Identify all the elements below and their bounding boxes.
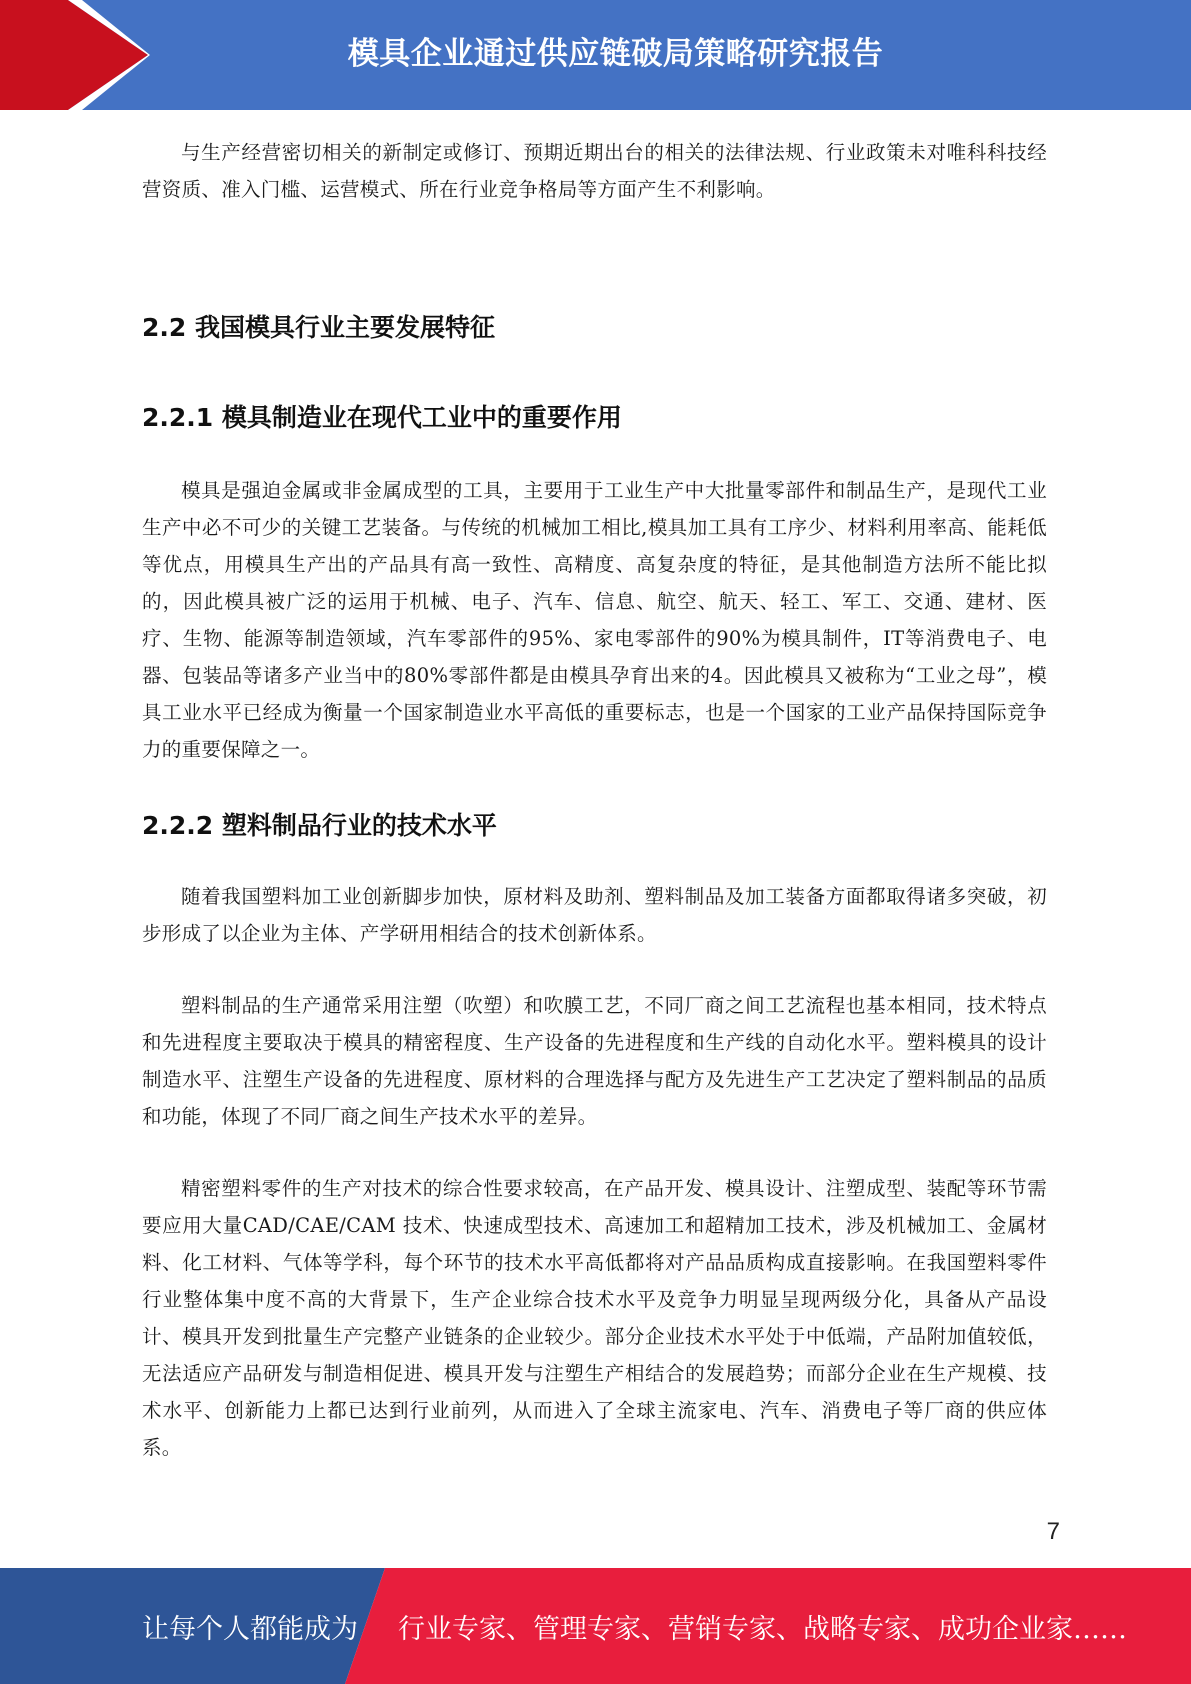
heading-2-2: 2.2 我国模具行业主要发展特征 [142, 313, 495, 342]
paragraph-intro: 与生产经营密切相关的新制定或修订、预期近期出台的相关的法律法规、行业政策未对唯科科技经营资质、准入门槛、运营模式、所在行业竞争格局等方面产生不利影响。 [142, 141, 1047, 201]
footer-slogan-left: 让每个人都能成为 [142, 1613, 358, 1645]
paragraph-2-2-2-a: 随着我国塑料加工业创新脚步加快，原材料及助剂、塑料制品及加工装备方面都取得诸多突破，初步形成了以企业为主体、产学研用相结合的技术创新体系。 [142, 885, 1047, 945]
heading-2-2-1: 2.2.1 模具制造业在现代工业中的重要作用 [142, 403, 622, 432]
paragraph-2-2-2-c: 精密塑料零件的生产对技术的综合性要求较高，在产品开发、模具设计、注塑成型、装配等环节需要应用大量CAD/CAE/CAM 技术、快速成型技术、高速加工和超精加工技术，涉及机械加工、金属材料、化工材料、气体等学科，每个环节的技术水平高低都将对产品品质构成直接影响。在我国塑料零件行业整体集中度不高的大背景下，生产企业综合技术水平及竞争力明显呈现两级分化，具备从产品设计、模具开发到批量生产完整产业链条的企业较少。部分企业技术水平处于中低端，产品附加值较低，无法适应产品研发与制造相促进、模具开发与注塑生产相结合的发展趋势；而部分企业在生产规模、技术水平、创新能力上都已达到行业前列，从而进入了全球主流家电、汽车、消费电子等厂商的供应体系。 [142, 1177, 1047, 1459]
page-header [0, 0, 1191, 110]
paragraph-2-2-1: 模具是强迫金属或非金属成型的工具，主要用于工业生产中大批量零部件和制品生产，是现代工业生产中必不可少的关键工艺装备。与传统的机械加工相比,模具加工具有工序少、材料利用率高、能耗低等优点，用模具生产出的产品具有高一致性、高精度、高复杂度的特征，是其他制造方法所不能比拟的，因此模具被广泛的运用于机械、电子、汽车、信息、航空、航天、轻工、军工、交通、建材、医疗、生物、能源等制造领域，汽车零部件的95%、家电零部件的90%为模具制件，IT等消费电子、电器、包装品等诸多产业当中的80%零部件都是由模具孕育出来的4。因此模具又被称为“工业之母”，模具工业水平已经成为衡量一个国家制造业水平高低的重要标志，也是一个国家的工业产品保持国际竞争力的重要保障之一。 [142, 479, 1047, 761]
page-number: 7 [1046, 1518, 1060, 1545]
heading-2-2-2: 2.2.2 塑料制品行业的技术水平 [142, 811, 497, 840]
page-footer [0, 1568, 1191, 1684]
footer-slogan-right: 行业专家、管理专家、营销专家、战略专家、成功企业家…… [398, 1613, 1127, 1645]
document-title: 模具企业通过供应链破局策略研究报告 [347, 35, 884, 72]
paragraph-2-2-2-b: 塑料制品的生产通常采用注塑（吹塑）和吹膜工艺，不同厂商之间工艺流程也基本相同，技术特点和先进程度主要取决于模具的精密程度、生产设备的先进程度和生产线的自动化水平。塑料模具的设计制造水平、注塑生产设备的先进程度、原材料的合理选择与配方及先进生产工艺决定了塑料制品的品质和功能，体现了不同厂商之间生产技术水平的差异。 [142, 994, 1047, 1128]
